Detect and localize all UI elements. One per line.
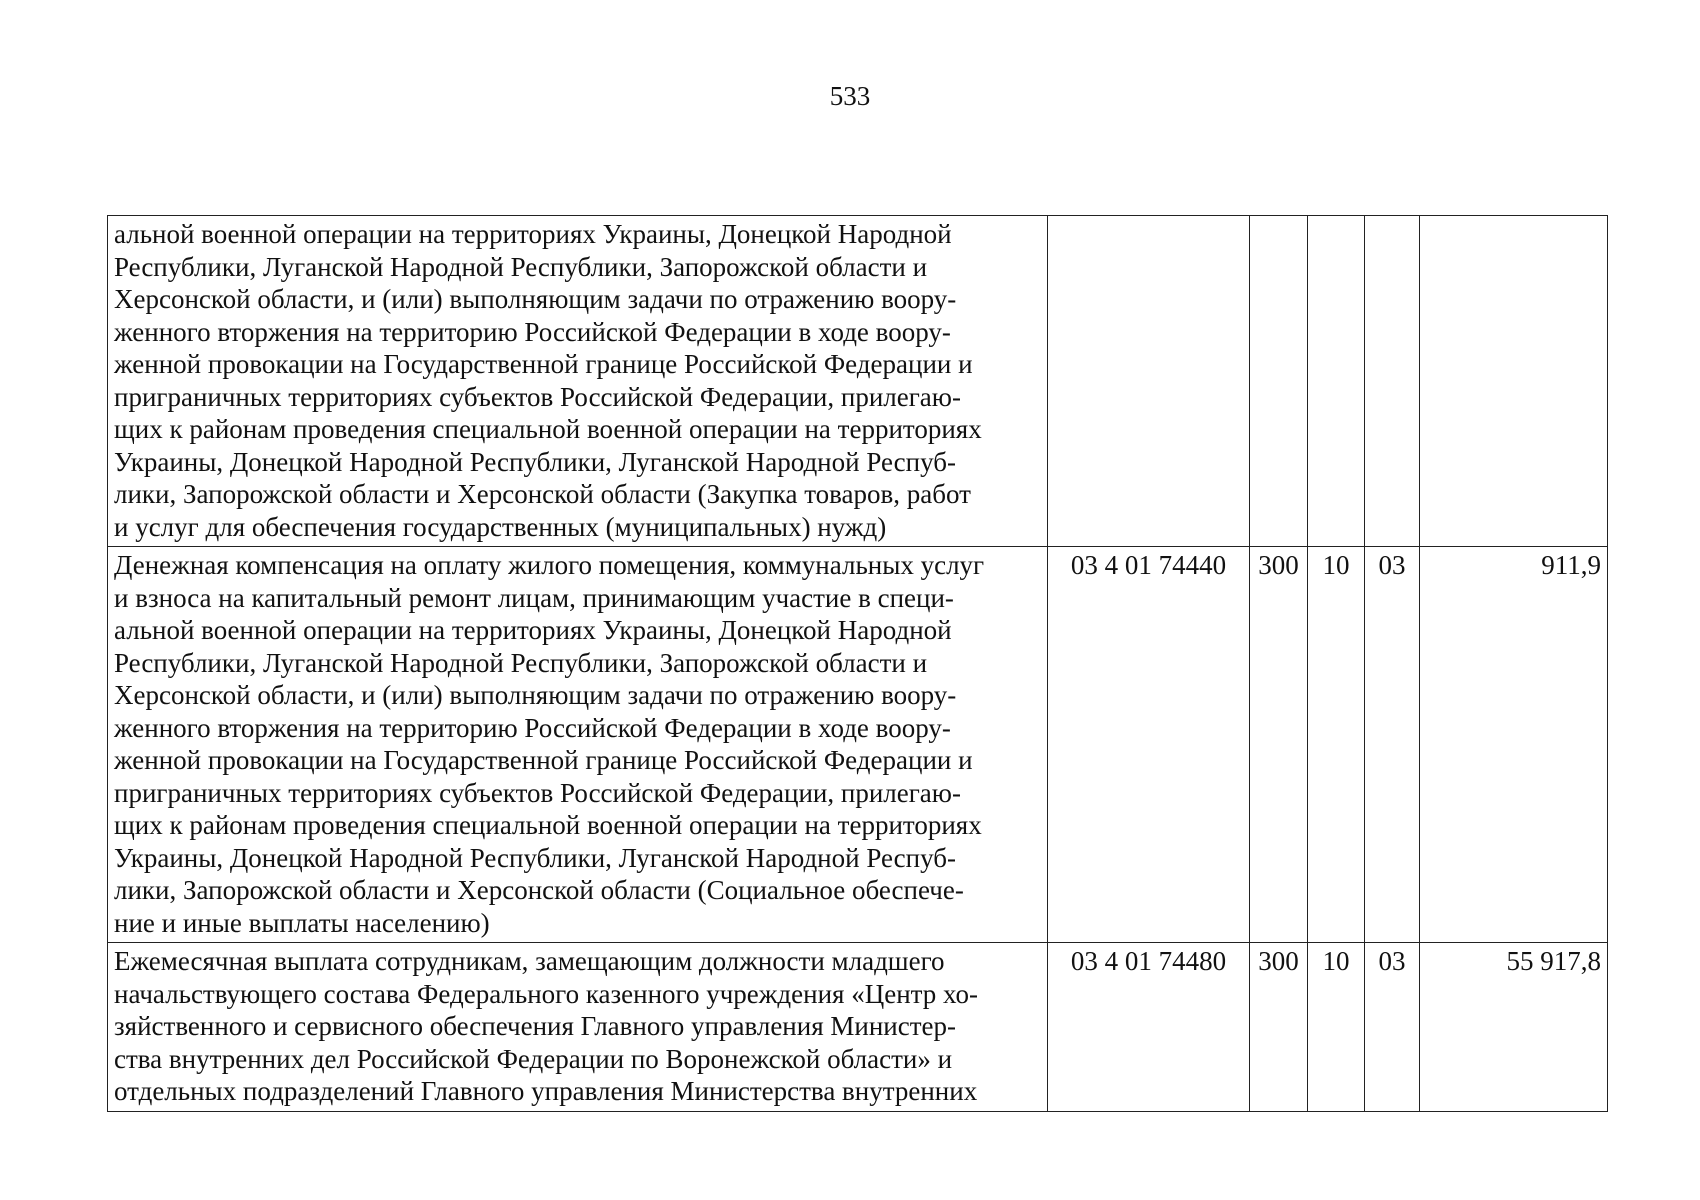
text-line: Республики, Луганской Народной Республики, Запорожской области и — [114, 647, 928, 678]
text-line: Херсонской области, и (или) выполняющим задачи по отражению воору- — [114, 284, 957, 314]
text-line: Херсонской области, и (или) выполняющим задачи по отражению воору- — [114, 680, 957, 710]
expense-type-cell: 300 — [1250, 943, 1308, 1112]
text-line: щих к районам проведения специальной военной операции на территориях — [114, 414, 982, 444]
text-line: и услуг для обеспечения государственных (муниципальных) нужд) — [114, 511, 887, 542]
amount-cell: 55 917,8 — [1420, 943, 1608, 1112]
subsection-cell: 03 — [1365, 943, 1420, 1112]
table-row — [108, 547, 1608, 943]
page-number: 533 — [829, 81, 871, 111]
amount-cell: 911,9 — [1420, 547, 1608, 943]
text-line: ства внутренних дел Российской Федерации по Воронежской области» и — [114, 1043, 953, 1074]
expense-name-cell — [108, 547, 1048, 943]
text-line: и взноса на капитальный ремонт лицам, принимающим участие в специ- — [114, 582, 954, 613]
text-line: лики, Запорожской области и Херсонской области (Социальное обеспече- — [114, 875, 964, 905]
amount-cell — [1420, 216, 1608, 547]
text-line: лики, Запорожской области и Херсонской области (Закупка товаров, работ — [114, 479, 971, 509]
text-line: женного вторжения на территорию Российской Федерации в ходе воору- — [114, 712, 951, 743]
expense-name-cell — [108, 943, 1048, 1112]
text-line: щих к районам проведения специальной военной операции на территориях — [114, 810, 982, 840]
section-cell: 10 — [1308, 547, 1365, 943]
section-cell — [1308, 216, 1365, 547]
text-line: Ежемесячная выплата сотрудникам, замещающим должности младшего — [114, 946, 945, 976]
text-line: альной военной операции на территориях Украины, Донецкой Народной — [114, 615, 952, 645]
table-row — [108, 216, 1608, 547]
text-line: ние и иные выплаты населению) — [114, 907, 490, 938]
text-line: альной военной операции на территориях Украины, Донецкой Народной — [114, 219, 952, 249]
section-cell: 10 — [1308, 943, 1365, 1112]
subsection-cell — [1365, 216, 1420, 547]
expense-type-cell: 300 — [1250, 547, 1308, 943]
table-row — [108, 943, 1608, 1112]
text-line: отдельных подразделений Главного управления Министерства внутренних — [114, 1076, 978, 1106]
budget-table — [107, 215, 1608, 1112]
expense-type-cell — [1250, 216, 1308, 547]
text-line: Украины, Донецкой Народной Республики, Луганской Народной Респуб- — [114, 842, 956, 873]
text-line: Украины, Донецкой Народной Республики, Луганской Народной Респуб- — [114, 446, 956, 477]
text-line: приграничных территориях субъектов Российской Федерации, прилегаю- — [114, 381, 961, 412]
target-code-cell: 03 4 01 74440 — [1048, 547, 1250, 943]
text-line: женной провокации на Государственной границе Российской Федерации и — [114, 745, 973, 775]
text-line: женной провокации на Государственной границе Российской Федерации и — [114, 349, 973, 379]
expense-name-cell — [108, 216, 1048, 547]
text-line: зяйственного и сервисного обеспечения Главного управления Министер- — [114, 1011, 956, 1041]
text-line: приграничных территориях субъектов Российской Федерации, прилегаю- — [114, 777, 961, 808]
text-line: Республики, Луганской Народной Республики, Запорожской области и — [114, 251, 928, 282]
text-line: женного вторжения на территорию Российской Федерации в ходе воору- — [114, 316, 951, 347]
target-code-cell: 03 4 01 74480 — [1048, 943, 1250, 1112]
text-line: Денежная компенсация на оплату жилого помещения, коммунальных услуг — [114, 550, 985, 580]
subsection-cell: 03 — [1365, 547, 1420, 943]
text-line: начальствующего состава Федерального казенного учреждения «Центр хо- — [114, 978, 978, 1009]
target-code-cell — [1048, 216, 1250, 547]
